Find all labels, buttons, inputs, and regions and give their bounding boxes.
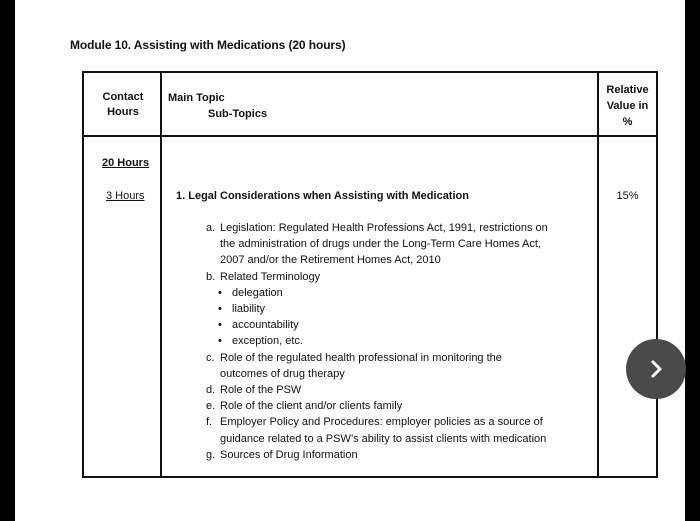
header-sub-topics: Sub-Topics [208,108,268,120]
bullet-item: • liability [206,301,591,317]
sub-topic-e: e. Role of the client and/or clients family [206,400,403,413]
curriculum-table [82,71,658,478]
bullet-dot-icon: • [218,303,222,316]
bullet-item: • accountability [206,317,591,333]
header-divider [84,135,656,137]
module-title: Module 10. Assisting with Medications (20 hours) [70,38,346,52]
sub-topic-b: b. Related Terminology [206,270,321,283]
bullet-dot-icon: • [218,286,222,299]
bullet-dot-icon: • [218,319,222,332]
sub-topics-list [206,220,591,463]
column-divider [597,73,599,476]
section-hours: 3 Hours [106,190,145,202]
column-divider [160,73,162,476]
bullet-item: • exception, etc. [206,333,591,349]
bullet-item: • delegation [206,285,591,301]
sub-topic-g: g. Sources of Drug Information [206,448,358,461]
section-relative-value: 15% [616,190,639,202]
sub-topic-a: a. Legislation: Regulated Health Professions Act, 1991, restrictions on the administration of drugs under the Long-Term Care Homes Act, 2007 and/or the Retirement Homes Act, 2010 [206,222,548,267]
sub-topic-c: c. Role of the regulated health professional in monitoring the outcomes of drug therapy [206,351,502,380]
total-hours: 20 Hours [102,157,150,169]
sub-topic-d: d. Role of the PSW [206,384,302,397]
header-relative-value: Relative Value in % [606,84,649,128]
header-main-topic: Main Topic [168,92,225,104]
chevron-right-icon [645,358,667,380]
section-topic: 1. Legal Considerations when Assisting with Medication [176,190,469,202]
document-page [15,0,685,521]
header-contact-hours: Contact Hours [102,91,144,118]
bullet-dot-icon: • [218,335,222,348]
next-page-button[interactable] [626,339,686,399]
sub-topic-f: f. Employer Policy and Procedures: employer policies as a source of guidance related to a PSW’s ability to assist clients with medication [206,416,547,445]
